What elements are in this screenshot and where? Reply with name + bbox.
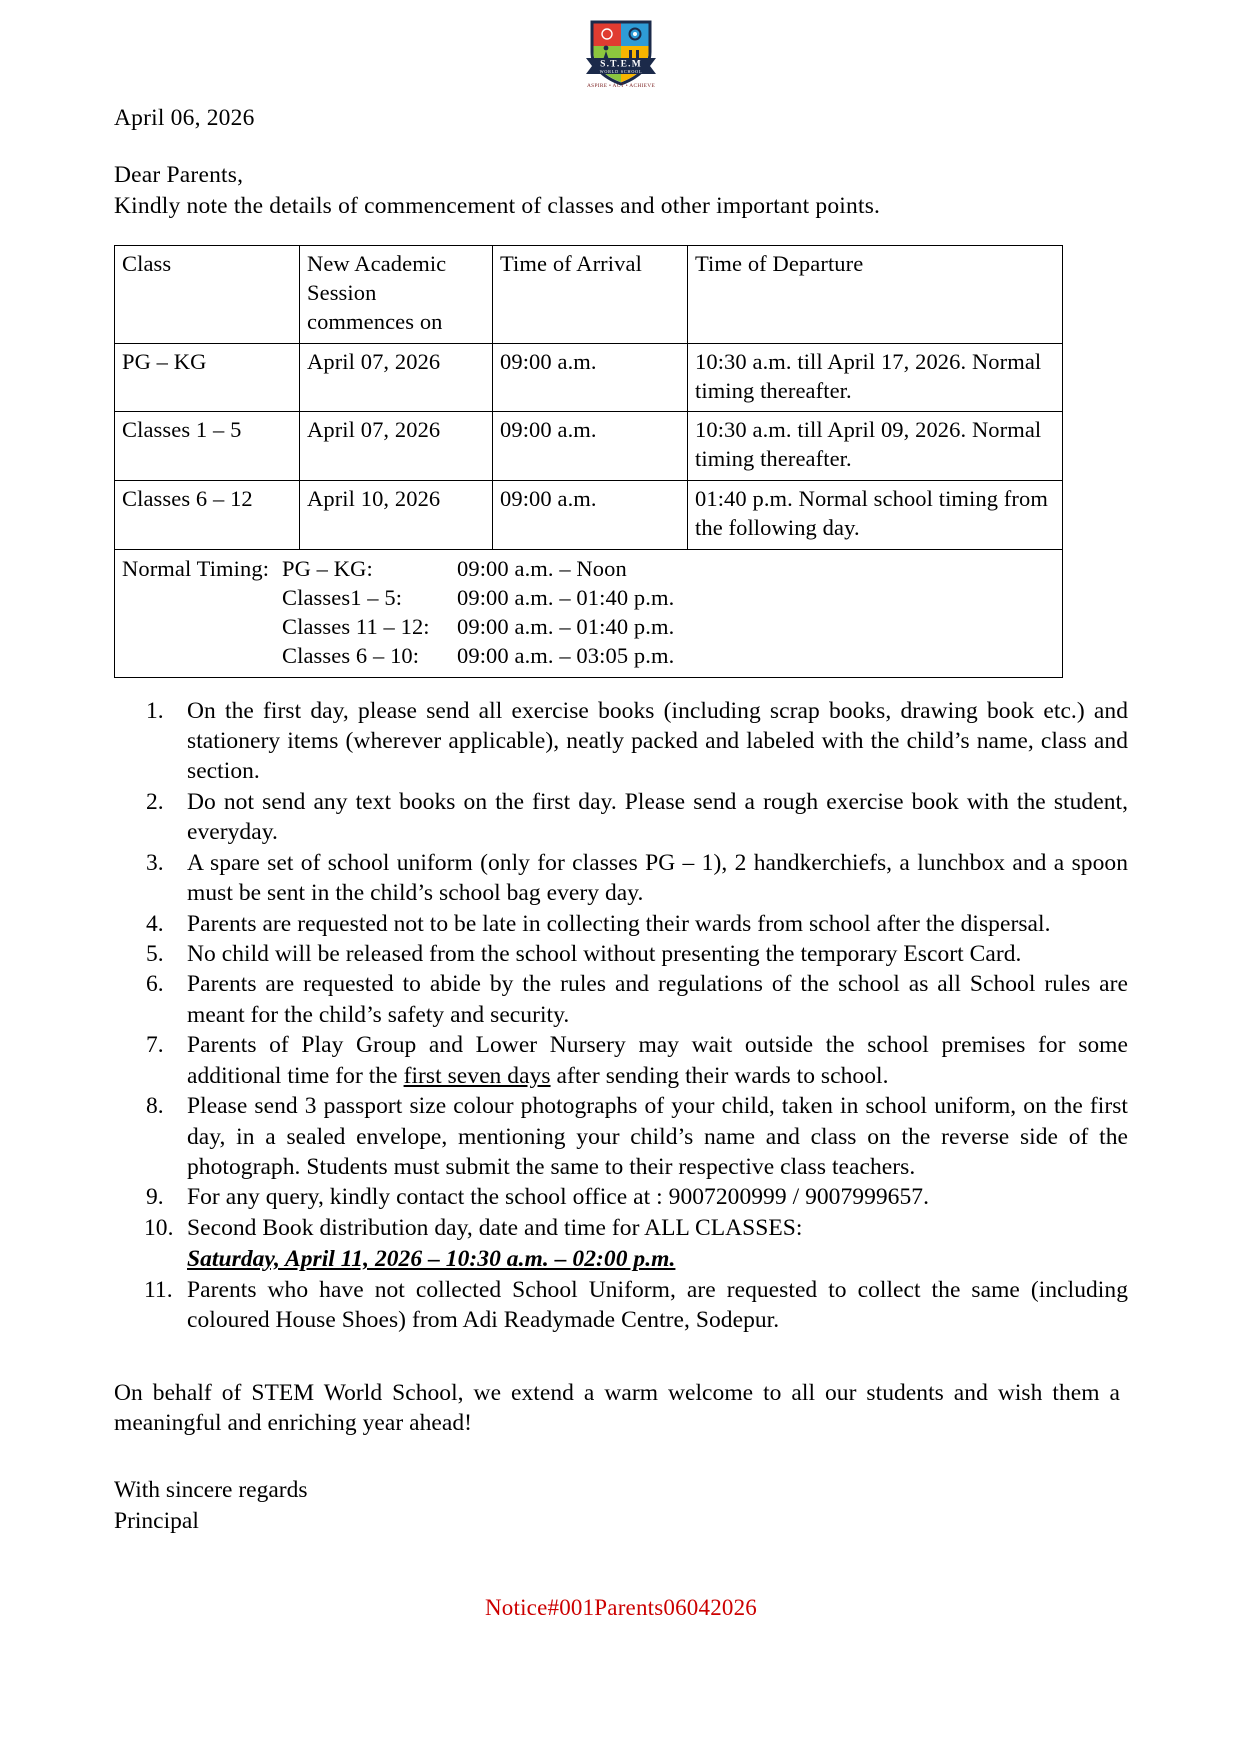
list-item (114, 969, 1128, 1030)
list-item-text: Please send 3 passport size colour photographs of your child, taken in school uniform, on the first day, in a sealed envelope, mentioning your child’s name and class on the reverse side of the photograph. Students must submit the same to their respective class teachers. (187, 1093, 1128, 1180)
normal-timing-spacer (122, 641, 282, 670)
normal-timing-time: 09:00 a.m. – 03:05 p.m. (457, 643, 675, 669)
regards-line: With sincere regards (114, 1476, 308, 1503)
list-item (114, 848, 1128, 909)
salutation: Dear Parents, (114, 162, 244, 189)
school-logo-header (0, 0, 1242, 92)
cell-arrival: 09:00 a.m. (493, 412, 688, 481)
cell-arrival: 09:00 a.m. (493, 481, 688, 550)
normal-timing-cell (115, 549, 1063, 677)
normal-timing-class: Classes 11 – 12: (282, 614, 430, 640)
table-header-departure: Time of Departure (688, 246, 1063, 343)
intro-paragraph: Kindly note the details of commencement of classes and other important points. (114, 192, 881, 219)
letter-date: April 06, 2026 (114, 105, 255, 131)
normal-timing-label: Normal Timing: (122, 555, 270, 581)
list-item-text: Second Book distribution day, date and time for ALL CLASSES: (187, 1214, 803, 1241)
cell-departure: 10:30 a.m. till April 09, 2026. Normal timing thereafter. (688, 412, 1063, 481)
list-item-text: Parents who have not collected School Uniform, are requested to collect the same (including coloured House Shoes) from Adi Readymade Centre, Sodepur. (187, 1276, 1128, 1334)
list-item-text: Parents are requested to abide by the rules and regulations of the school as all School rules are meant for the child’s safety and security. (187, 971, 1128, 1028)
cell-class: PG – KG (115, 343, 300, 412)
cell-session: April 10, 2026 (300, 481, 493, 550)
normal-timing-time: 09:00 a.m. – 01:40 p.m. (457, 614, 675, 640)
list-item-number: 4. (146, 910, 164, 937)
table-header-class: Class (115, 246, 300, 343)
normal-timing-spacer (122, 612, 282, 641)
list-item-text: On the first day, please send all exercise books (including scrap books, drawing book etc.) and stationery items (wherever applicable), neatly packed and labeled with the child’s name, class and section. (187, 697, 1128, 785)
list-item (114, 696, 1128, 787)
list-item-text: Do not send any text books on the first day. Please send a rough exercise book with the student, everyday. (187, 788, 1128, 846)
svg-text:S.T.E.M: S.T.E.M (600, 59, 642, 70)
list-item-number: 9. (146, 1184, 164, 1211)
list-item-emphasis-text: Saturday, April 11, 2026 – 10:30 a.m. – 02:00 p.m. (187, 1246, 676, 1273)
schedule-table (114, 245, 1063, 677)
normal-timing-class: Classes1 – 5: (282, 584, 403, 610)
cell-session: April 07, 2026 (300, 343, 493, 412)
list-item-number: 1. (146, 697, 164, 724)
cell-arrival: 09:00 a.m. (493, 343, 688, 412)
cell-session: April 07, 2026 (300, 412, 493, 481)
list-item-number: 3. (146, 849, 164, 876)
table-header-arrival: Time of Arrival (493, 246, 688, 343)
table-header-session: New Academic Session commences on (300, 246, 493, 343)
normal-timing-class: PG – KG: (282, 555, 373, 581)
svg-text:ASPIRE • ACT • ACHIEVE: ASPIRE • ACT • ACHIEVE (586, 83, 656, 89)
closing-paragraph: On behalf of STEM World School, we extend a warm welcome to all our students and wish them a meaningful and enriching year ahead! (114, 1379, 1120, 1437)
normal-timing-spacer (122, 583, 282, 612)
cell-class: Classes 6 – 12 (115, 481, 300, 550)
list-item-number: 7. (146, 1032, 164, 1059)
list-item-number: 2. (146, 788, 164, 815)
signoff-block (114, 1475, 1128, 1537)
list-item-text: No child will be released from the school without presenting the temporary Escort Card. (187, 941, 1022, 968)
table-row (115, 412, 1063, 481)
list-item (114, 939, 1128, 969)
list-item-underlined-text: first seven days (403, 1062, 551, 1089)
normal-timing-grid (122, 554, 1055, 671)
list-item-number: 10. (144, 1214, 174, 1241)
list-item-text: A spare set of school uniform (only for classes PG – 1), 2 handkerchiefs, a lunchbox and a spoon must be sent in the child’s school bag every day. (187, 849, 1128, 907)
normal-timing-class: Classes 6 – 10: (282, 643, 420, 669)
normal-timing-time: 09:00 a.m. – 01:40 p.m. (457, 584, 675, 610)
list-item (114, 1030, 1128, 1091)
normal-timing-row (115, 549, 1063, 677)
list-item-text-after: after sending their wards to school. (550, 1062, 889, 1089)
list-item (114, 787, 1128, 848)
list-item-text: Parents are requested not to be late in collecting their wards from school after the dispersal. (187, 910, 1051, 937)
list-item-text: For any query, kindly contact the school office at : 9007200999 / 9007999657. (187, 1184, 930, 1211)
list-item (114, 1091, 1128, 1182)
list-item-number: 6. (146, 971, 164, 998)
list-item (114, 1182, 1128, 1212)
list-item-number: 8. (146, 1093, 164, 1120)
table-header-row (115, 246, 1063, 343)
notice-reference-footer: Notice#001Parents06042026 (484, 1595, 757, 1620)
table-row (115, 481, 1063, 550)
cell-class: Classes 1 – 5 (115, 412, 300, 481)
svg-text:WORLD SCHOOL: WORLD SCHOOL (599, 69, 643, 75)
cell-departure: 10:30 a.m. till April 17, 2026. Normal timing thereafter. (688, 343, 1063, 412)
list-item-text-before: Parents of Play Group and Lower Nursery may wait outside the school premises for some additional time for the (187, 1032, 1128, 1089)
stem-world-school-shield-logo (584, 14, 658, 92)
normal-timing-time: 09:00 a.m. – Noon (457, 555, 627, 581)
notes-list (114, 696, 1128, 1336)
letter-body (114, 104, 1128, 1537)
list-item (114, 909, 1128, 939)
table-row (115, 343, 1063, 412)
list-item-number: 5. (146, 941, 164, 968)
list-item-number: 11. (144, 1276, 173, 1303)
list-item (114, 1213, 1128, 1275)
cell-departure: 01:40 p.m. Normal school timing from the following day. (688, 481, 1063, 550)
list-item (114, 1275, 1128, 1336)
signature-line: Principal (114, 1507, 199, 1534)
